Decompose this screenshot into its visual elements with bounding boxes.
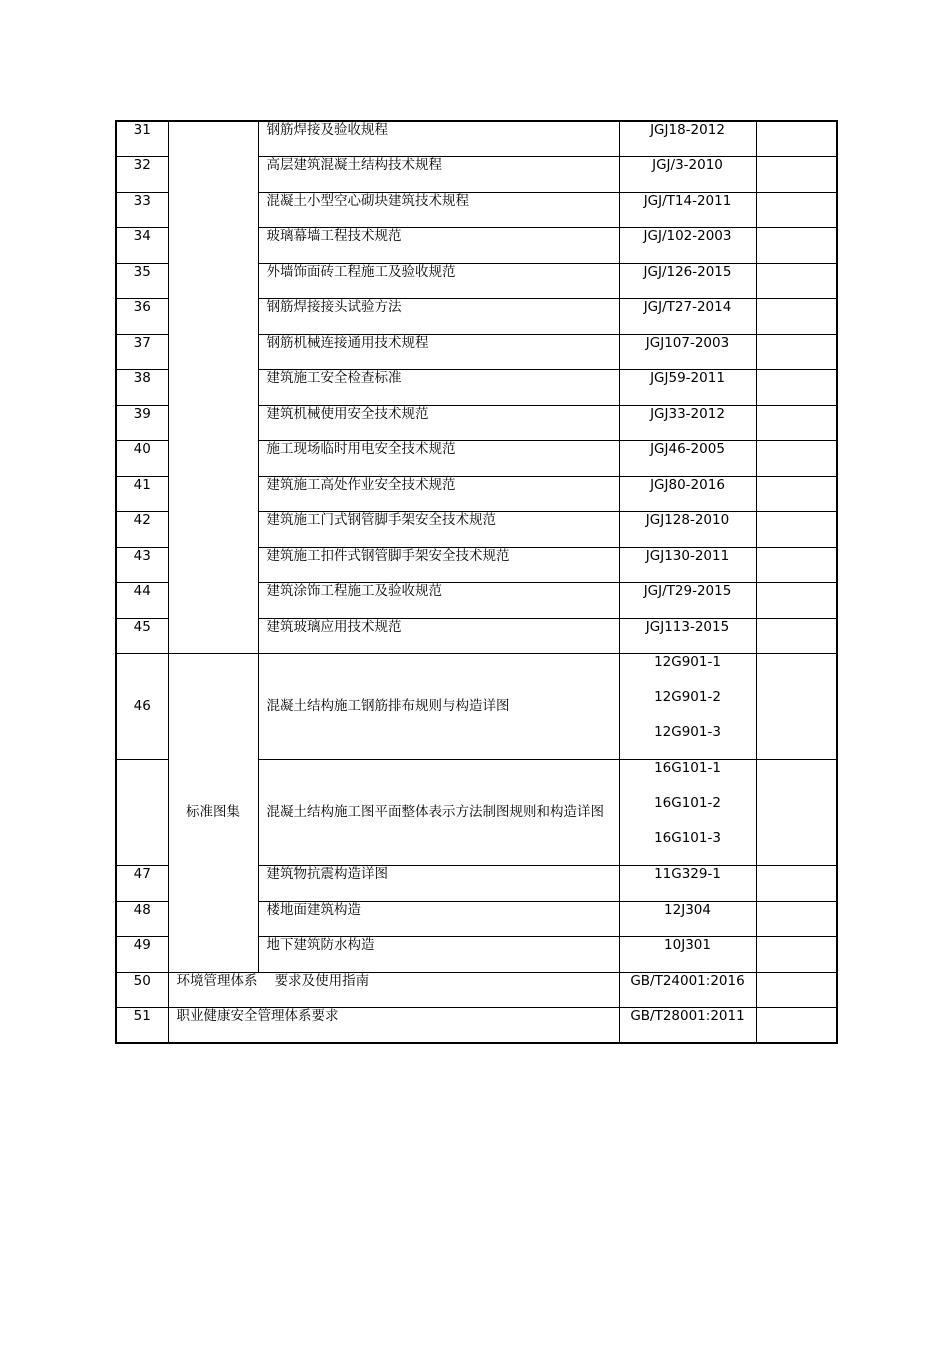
row-number: 43 xyxy=(116,547,168,583)
standard-code: JGJ18-2012 xyxy=(619,121,756,157)
row-number: 50 xyxy=(116,972,168,1008)
remark-cell xyxy=(756,405,837,441)
remark-cell xyxy=(756,937,837,973)
row-number: 46 xyxy=(116,654,168,760)
standards-table-body xyxy=(116,121,837,1043)
standard-code: JGJ/3-2010 xyxy=(619,157,756,193)
table-row xyxy=(116,654,837,760)
standard-name: 外墙饰面砖工程施工及验收规范 xyxy=(258,263,619,299)
remark-cell xyxy=(756,299,837,335)
row-number: 33 xyxy=(116,192,168,228)
standard-code: JGJ80-2016 xyxy=(619,476,756,512)
standard-name: 建筑施工安全检查标准 xyxy=(258,370,619,406)
standard-name: 环境管理体系 要求及使用指南 xyxy=(168,972,619,1008)
row-number: 31 xyxy=(116,121,168,157)
row-number: 39 xyxy=(116,405,168,441)
remark-cell xyxy=(756,228,837,264)
standard-code: 16G101-3 xyxy=(654,830,721,846)
standard-name: 建筑物抗震构造详图 xyxy=(258,866,619,902)
standard-code: 12G901-2 xyxy=(654,689,721,705)
remark-cell xyxy=(756,1008,837,1044)
standard-name: 混凝土结构施工图平面整体表示方法制图规则和构造详图 xyxy=(258,760,619,866)
remark-cell xyxy=(756,121,837,157)
standard-code: GB/T28001:2011 xyxy=(619,1008,756,1044)
remark-cell xyxy=(756,192,837,228)
row-number: 40 xyxy=(116,441,168,477)
row-number: 32 xyxy=(116,157,168,193)
remark-cell xyxy=(756,618,837,654)
standard-name: 建筑施工门式钢管脚手架安全技术规范 xyxy=(258,512,619,548)
standard-name: 楼地面建筑构造 xyxy=(258,901,619,937)
standard-code: JGJ/T14-2011 xyxy=(619,192,756,228)
standard-code: 16G101-1 xyxy=(654,760,721,776)
standard-name: 高层建筑混凝土结构技术规程 xyxy=(258,157,619,193)
row-number: 35 xyxy=(116,263,168,299)
row-number-empty xyxy=(116,760,168,866)
remark-cell xyxy=(756,512,837,548)
standard-code: 12G901-1 xyxy=(654,654,721,670)
standard-code: JGJ/102-2003 xyxy=(619,228,756,264)
table-row xyxy=(116,121,837,157)
standard-name: 施工现场临时用电安全技术规范 xyxy=(258,441,619,477)
category-cell: 标准图集 xyxy=(168,654,258,973)
standard-code: JGJ113-2015 xyxy=(619,618,756,654)
standard-code: JGJ/126-2015 xyxy=(619,263,756,299)
row-number: 49 xyxy=(116,937,168,973)
row-number: 42 xyxy=(116,512,168,548)
row-number: 36 xyxy=(116,299,168,335)
row-number: 47 xyxy=(116,866,168,902)
remark-cell xyxy=(756,972,837,1008)
category-cell-empty xyxy=(168,121,258,654)
remark-cell xyxy=(756,760,837,866)
remark-cell xyxy=(756,334,837,370)
standard-name: 钢筋机械连接通用技术规程 xyxy=(258,334,619,370)
row-number: 37 xyxy=(116,334,168,370)
remark-cell xyxy=(756,441,837,477)
row-number: 51 xyxy=(116,1008,168,1044)
standard-name: 混凝土小型空心砌块建筑技术规程 xyxy=(258,192,619,228)
standard-name: 建筑机械使用安全技术规范 xyxy=(258,405,619,441)
remark-cell xyxy=(756,654,837,760)
standard-code: JGJ/T29-2015 xyxy=(619,583,756,619)
standard-code: JGJ130-2011 xyxy=(619,547,756,583)
row-number: 45 xyxy=(116,618,168,654)
standard-name: 钢筋焊接及验收规程 xyxy=(258,121,619,157)
remark-cell xyxy=(756,547,837,583)
standard-name: 建筑施工扣件式钢管脚手架安全技术规范 xyxy=(258,547,619,583)
standard-code-group xyxy=(619,760,756,866)
row-number: 34 xyxy=(116,228,168,264)
remark-cell xyxy=(756,157,837,193)
remark-cell xyxy=(756,901,837,937)
standard-code-group xyxy=(619,654,756,760)
standard-code: JGJ59-2011 xyxy=(619,370,756,406)
standard-code: JGJ33-2012 xyxy=(619,405,756,441)
row-number: 44 xyxy=(116,583,168,619)
standard-code: GB/T24001:2016 xyxy=(619,972,756,1008)
standard-code: JGJ46-2005 xyxy=(619,441,756,477)
standard-name: 地下建筑防水构造 xyxy=(258,937,619,973)
remark-cell xyxy=(756,370,837,406)
standard-code: 10J301 xyxy=(619,937,756,973)
standard-name: 建筑涂饰工程施工及验收规范 xyxy=(258,583,619,619)
standard-name: 玻璃幕墙工程技术规范 xyxy=(258,228,619,264)
standards-table xyxy=(115,120,838,1044)
remark-cell xyxy=(756,866,837,902)
standard-name: 钢筋焊接接头试验方法 xyxy=(258,299,619,335)
row-number: 41 xyxy=(116,476,168,512)
remark-cell xyxy=(756,583,837,619)
standard-name: 混凝土结构施工钢筋排布规则与构造详图 xyxy=(258,654,619,760)
standard-name: 建筑施工高处作业安全技术规范 xyxy=(258,476,619,512)
row-number: 48 xyxy=(116,901,168,937)
standard-code: 12G901-3 xyxy=(654,724,721,740)
remark-cell xyxy=(756,263,837,299)
table-row xyxy=(116,1008,837,1044)
standard-name: 职业健康安全管理体系要求 xyxy=(168,1008,619,1044)
standard-name: 建筑玻璃应用技术规范 xyxy=(258,618,619,654)
row-number: 38 xyxy=(116,370,168,406)
standard-code: 16G101-2 xyxy=(654,795,721,811)
standard-code: 11G329-1 xyxy=(619,866,756,902)
standard-code: 12J304 xyxy=(619,901,756,937)
remark-cell xyxy=(756,476,837,512)
table-row xyxy=(116,972,837,1008)
standard-code: JGJ/T27-2014 xyxy=(619,299,756,335)
standard-code: JGJ107-2003 xyxy=(619,334,756,370)
standard-code: JGJ128-2010 xyxy=(619,512,756,548)
